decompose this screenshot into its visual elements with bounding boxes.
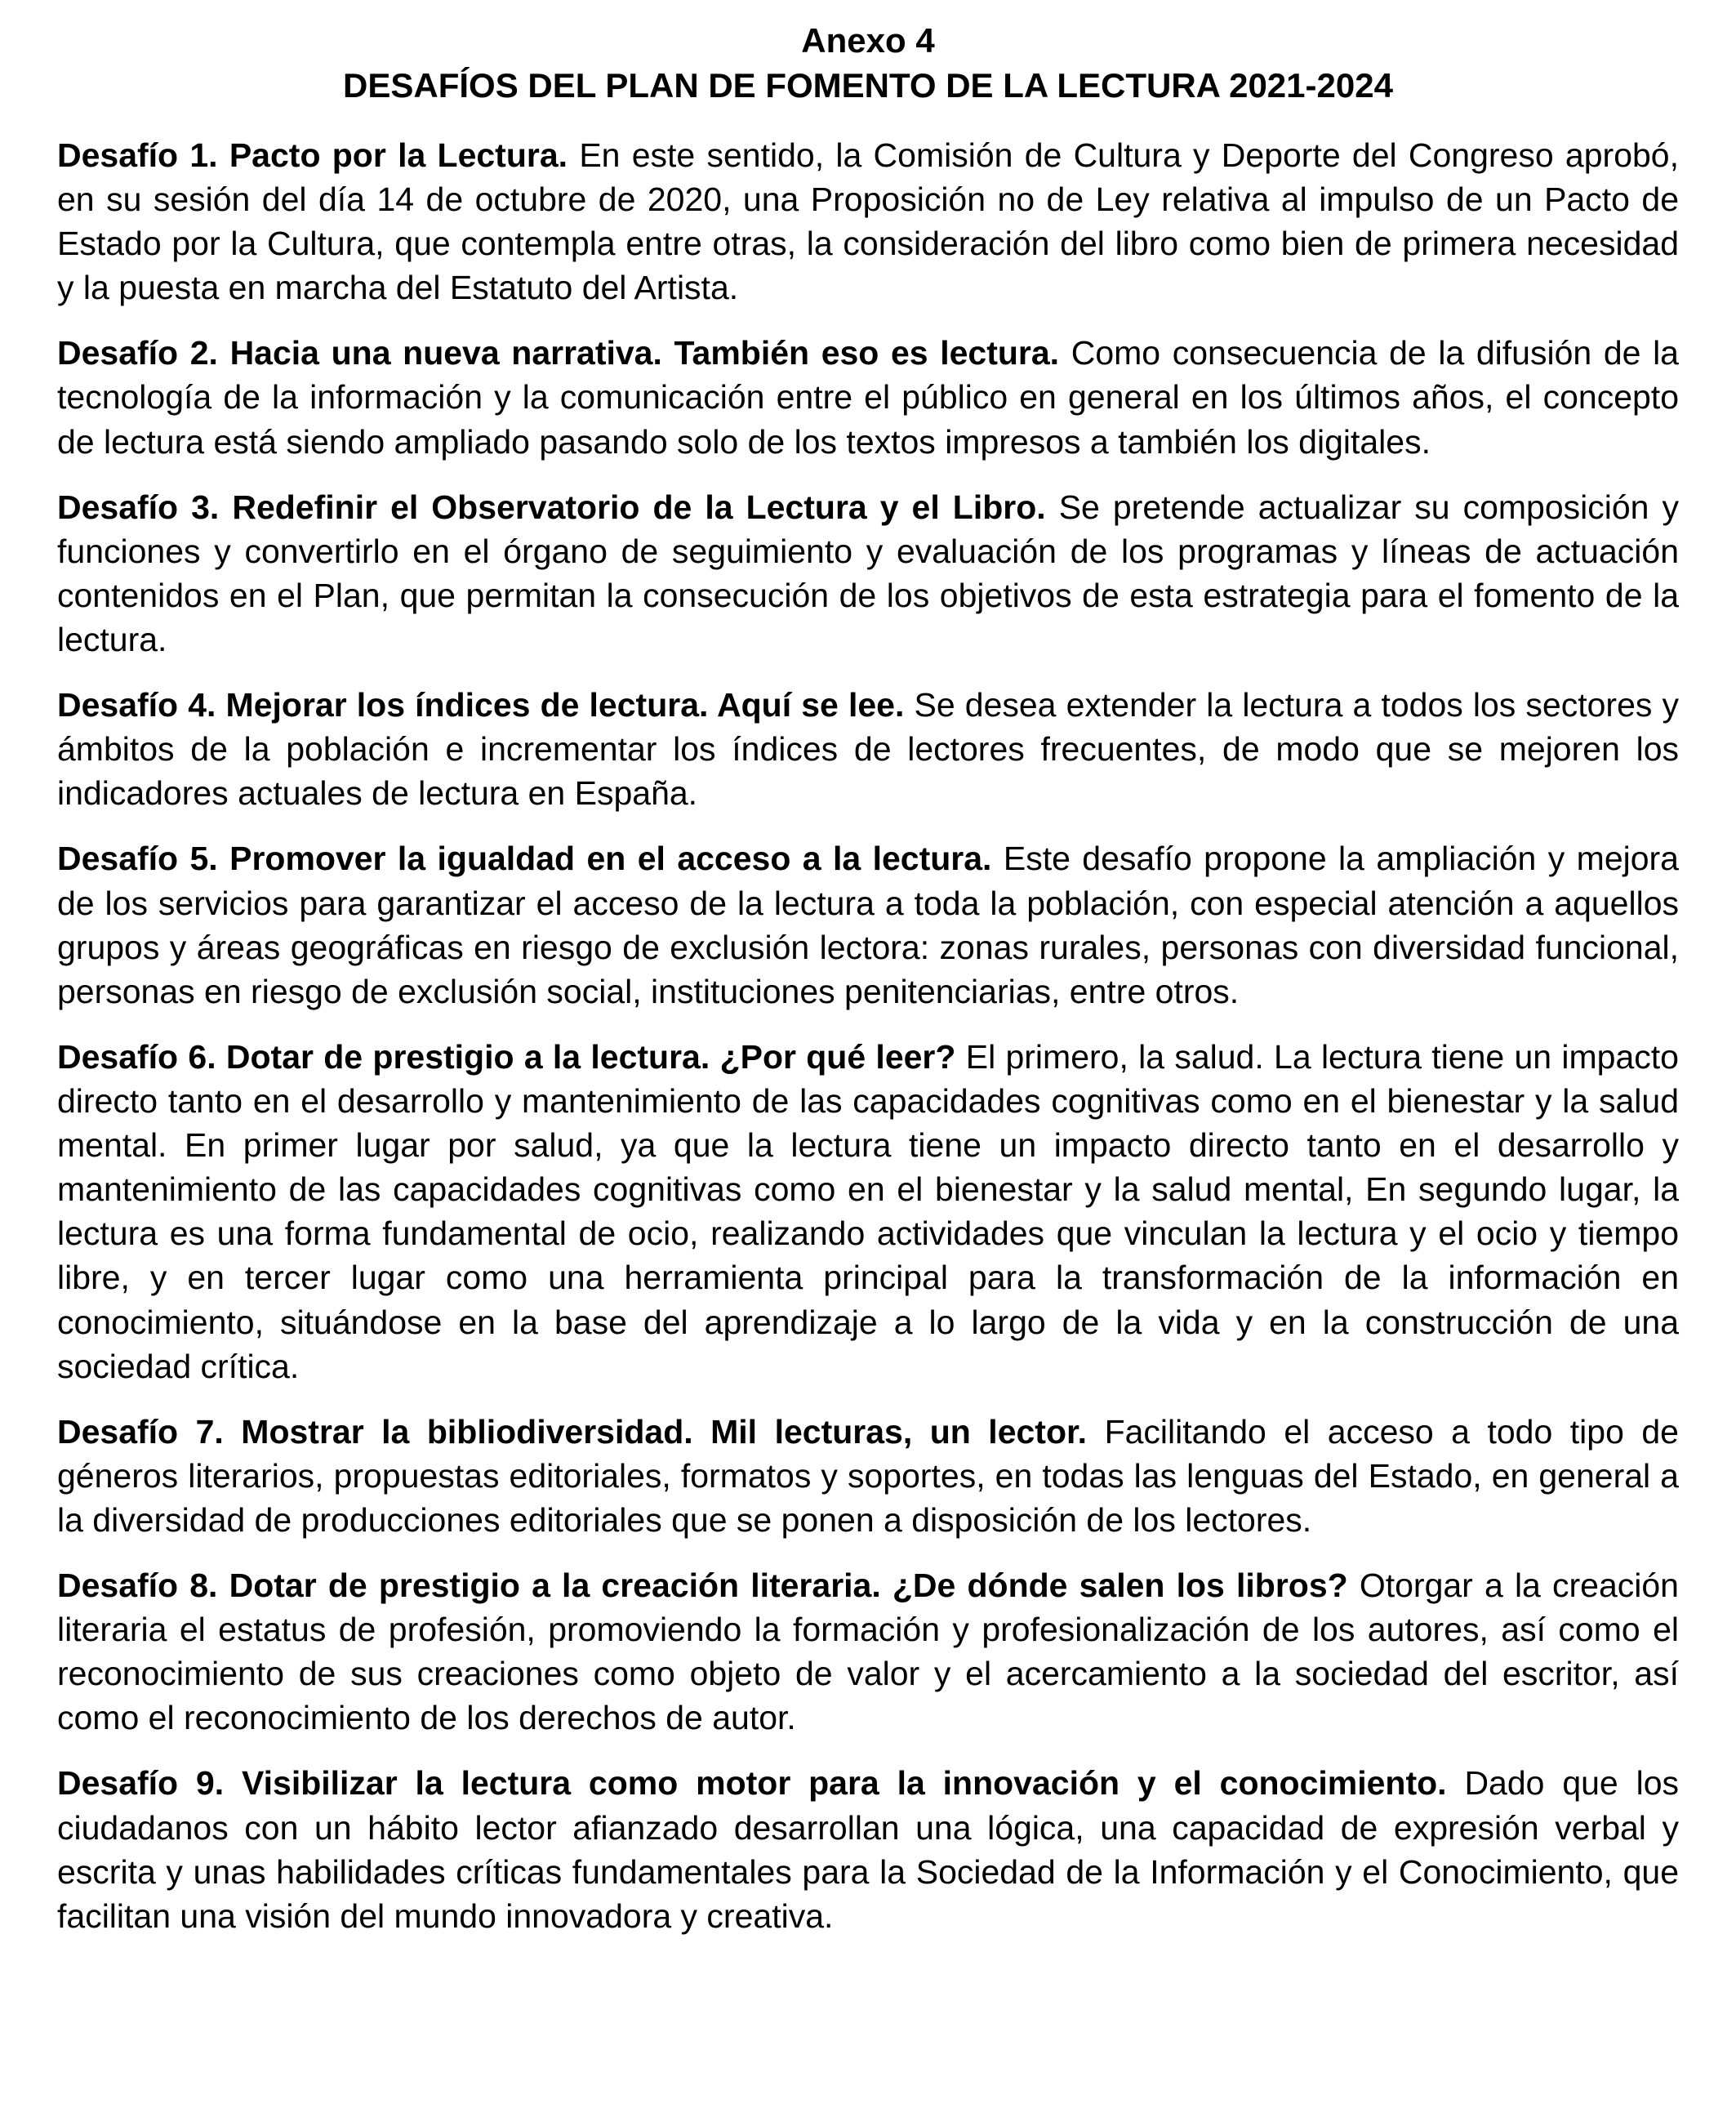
paragraph-heading: Desafío 2. Hacia una nueva narrativa. También eso es lectura. [57,334,1060,372]
paragraph-desafio-7 [57,1410,1679,1542]
paragraph-body: El primero, la salud. La lectura tiene un impacto directo tanto en el desarrollo y mantenimiento de las capacidades cognitivas como en el bienestar y la salud mental. En primer lugar por salud, ya que la lectura tiene un impacto directo tanto en el desarrollo y mantenimiento de las capacidades cognitivas como en el bienestar y la salud mental, En segundo lugar, la lectura es una forma fundamental de ocio, realizando actividades que vinculan la lectura y el ocio y tiempo libre, y en tercer lugar como una herramienta principal para la transformación de la información en conocimiento, situándose en la base del aprendizaje a lo largo de la vida y en la construcción de una sociedad crítica. [57,1037,1679,1385]
annex-title: Anexo 4 [801,21,935,60]
paragraph-body: Se desea extender la lectura a todos los sectores y ámbitos de la población e incrementar los índices de lectores frecuentes, de modo que se mejoren los indicadores actuales de lectura en España. [57,686,1679,813]
paragraph-desafio-8 [57,1563,1679,1740]
paragraph-body: Dado que los ciudadanos con un hábito lector afianzado desarrollan una lógica, una capacidad de expresión verbal y escrita y unas habilidades críticas fundamentales para la Sociedad de la Información y el Conocimiento, que facilitan una visión del mundo innovadora y creativa. [57,1764,1679,1935]
paragraph-heading: Desafío 8. Dotar de prestigio a la creación literaria. ¿De dónde salen los libros? [57,1567,1348,1605]
paragraph-desafio-9 [57,1761,1679,1937]
paragraph-desafio-5 [57,836,1679,1013]
paragraph-heading: Desafío 5. Promover la igualdad en el acceso a la lectura. [57,840,992,878]
document-body [57,133,1679,1938]
paragraph-desafio-4 [57,683,1679,815]
paragraph-body: Como consecuencia de la difusión de la tecnología de la información y la comunicación entre el público en general en los últimos años, el concepto de lectura está siendo ampliado pasando solo de los textos impresos a también los digitales. [57,334,1679,461]
paragraph-heading: Desafío 4. Mejorar los índices de lectura. Aquí se lee. [57,686,905,724]
paragraph-heading: Desafío 6. Dotar de prestigio a la lectura. ¿Por qué leer? [57,1037,956,1076]
paragraph-desafio-2 [57,331,1679,463]
paragraph-desafio-6 [57,1035,1679,1388]
paragraph-body: En este sentido, la Comisión de Cultura y Deporte del Congreso aprobó, en su sesión del día 14 de octubre de 2020, una Proposición no de Ley relativa al impulso de un Pacto de Estado por la Cultura, que contempla entre otras, la consideración del libro como bien de primera necesidad y la puesta en marcha del Estatuto del Artista. [57,136,1679,307]
paragraph-body: Facilitando el acceso a todo tipo de géneros literarios, propuestas editoriales, formatos y soportes, en todas las lenguas del Estado, en general a la diversidad de producciones editoriales que se ponen a disposición de los lectores. [57,1412,1679,1539]
paragraph-desafio-1 [57,133,1679,310]
paragraph-body: Este desafío propone la ampliación y mejora de los servicios para garantizar el acceso de la lectura a toda la población, con especial atención a aquellos grupos y áreas geográficas en riesgo de exclusión lectora: zonas rurales, personas con diversidad funcional, personas en riesgo de exclusión social, instituciones penitenciarias, entre otros. [57,840,1679,1010]
paragraph-body: Se pretende actualizar su composición y funciones y convertirlo en el órgano de seguimiento y evaluación de los programas y líneas de actuación contenidos en el Plan, que permitan la consecución de los objetivos de esta estrategia para el fomento de la lectura. [57,488,1679,658]
paragraph-heading: Desafío 3. Redefinir el Observatorio de la Lectura y el Libro. [57,488,1046,526]
paragraph-heading: Desafío 7. Mostrar la bibliodiversidad. Mil lecturas, un lector. [57,1412,1088,1451]
paragraph-body: Otorgar a la creación literaria el estatus de profesión, promoviendo la formación y profesionalización de los autores, así como el reconocimiento de sus creaciones como objeto de valor y el acercamiento a la sociedad del escritor, así como el reconocimiento de los derechos de autor. [57,1567,1679,1737]
document-title: DESAFÍOS DEL PLAN DE FOMENTO DE LA LECTURA 2021-2024 [343,66,1393,105]
paragraph-heading: Desafío 9. Visibilizar la lectura como motor para la innovación y el conocimiento. [57,1764,1447,1803]
paragraph-heading: Desafío 1. Pacto por la Lectura. [57,136,568,174]
document-header [57,18,1679,109]
paragraph-desafio-3 [57,485,1679,662]
